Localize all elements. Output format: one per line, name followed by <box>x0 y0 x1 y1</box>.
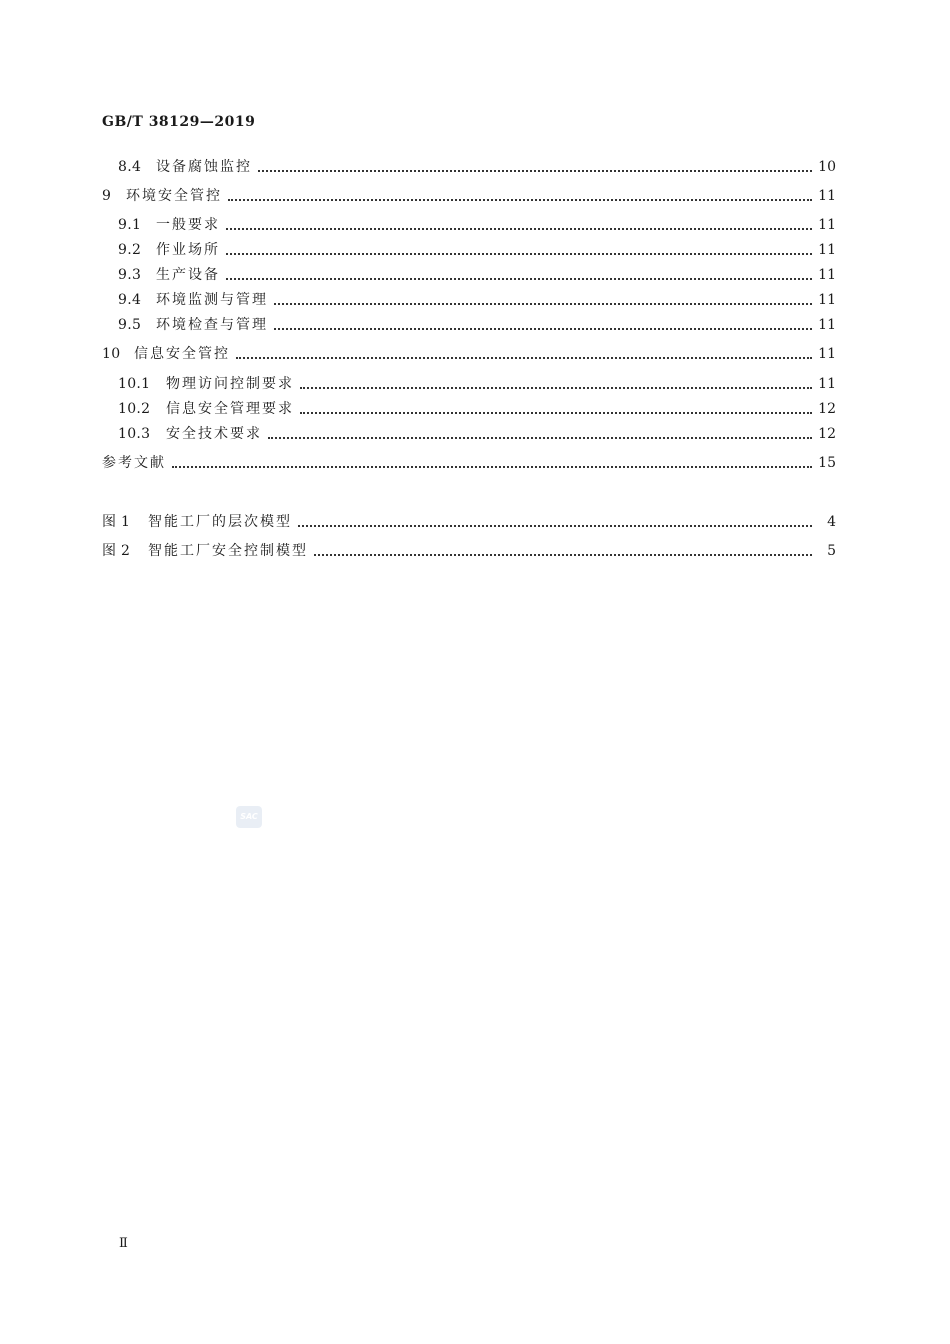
toc-entry-number: 10.3 <box>118 426 151 442</box>
toc-entry-number: 9.5 <box>118 317 142 333</box>
toc-entry-page: 11 <box>818 267 836 283</box>
toc-entry-title: 环境监测与管理 <box>156 292 268 308</box>
figure-entry[interactable] <box>102 512 836 532</box>
toc-entry[interactable] <box>118 157 836 177</box>
toc-entry-title: 生产设备 <box>156 267 220 283</box>
toc-entry-number: 9.2 <box>118 242 142 258</box>
dot-leader <box>226 278 812 280</box>
dot-leader <box>274 328 812 330</box>
toc-entry-number: 10.2 <box>118 401 151 417</box>
toc-entry-page: 11 <box>818 217 836 233</box>
figure-entry-page: 5 <box>827 543 836 559</box>
dot-leader <box>236 357 812 359</box>
toc-entry[interactable] <box>118 240 836 260</box>
dot-leader <box>172 466 812 468</box>
toc-entry-title: 信息安全管控 <box>134 346 230 362</box>
toc-entry-number: 10 <box>102 346 121 362</box>
toc-entry-number: 10.1 <box>118 376 151 392</box>
toc-entry[interactable] <box>118 374 836 394</box>
dot-leader <box>274 303 812 305</box>
toc-entry[interactable] <box>118 215 836 235</box>
figure-entry-number: 图 1 <box>102 514 131 530</box>
document-code-header: GB/T 38129—2019 <box>102 114 256 130</box>
toc-entry-title: 信息安全管理要求 <box>166 401 294 417</box>
toc-entry-title: 安全技术要求 <box>166 426 262 442</box>
toc-entry-page: 10 <box>818 159 836 175</box>
toc-entry[interactable] <box>118 399 836 419</box>
toc-entry-page: 11 <box>818 376 836 392</box>
dot-leader <box>300 412 812 414</box>
figure-entry-title: 智能工厂的层次模型 <box>148 514 292 530</box>
toc-entry-references[interactable] <box>102 453 836 473</box>
toc-entry[interactable] <box>102 344 836 364</box>
dot-leader <box>300 387 812 389</box>
toc-entry-number: 8.4 <box>118 159 142 175</box>
page-number: Ⅱ <box>119 1236 128 1251</box>
dot-leader <box>228 199 812 201</box>
figure-entry-page: 4 <box>827 514 836 530</box>
toc-entry-page: 12 <box>818 401 836 417</box>
toc-entry-number: 9.3 <box>118 267 142 283</box>
toc-entry-title: 一般要求 <box>156 217 220 233</box>
figure-entry-title: 智能工厂安全控制模型 <box>148 543 308 559</box>
toc-entry-title: 环境检查与管理 <box>156 317 268 333</box>
toc-entry-title: 设备腐蚀监控 <box>156 159 252 175</box>
toc-entry[interactable] <box>118 290 836 310</box>
toc-entry-title: 作业场所 <box>156 242 220 258</box>
sac-watermark-logo: SAC <box>236 806 262 828</box>
dot-leader <box>298 525 812 527</box>
toc-entry-page: 11 <box>818 346 836 362</box>
toc-entry-page: 11 <box>818 317 836 333</box>
toc-entry[interactable] <box>118 424 836 444</box>
toc-entry-title: 物理访问控制要求 <box>166 376 294 392</box>
toc-entry-page: 11 <box>818 242 836 258</box>
dot-leader <box>226 228 812 230</box>
toc-entry[interactable] <box>118 265 836 285</box>
toc-entry[interactable] <box>102 186 836 206</box>
dot-leader <box>314 554 812 556</box>
dot-leader <box>258 170 812 172</box>
dot-leader <box>226 253 812 255</box>
toc-entry-number: 9 <box>102 188 112 204</box>
figure-entry[interactable] <box>102 541 836 561</box>
toc-entry-page: 11 <box>818 292 836 308</box>
toc-entry-number: 9.1 <box>118 217 142 233</box>
figure-entry-number: 图 2 <box>102 543 131 559</box>
toc-entry-number: 9.4 <box>118 292 142 308</box>
toc-entry-title: 参考文献 <box>102 455 166 471</box>
toc-entry-page: 15 <box>818 455 836 471</box>
toc-entry-title: 环境安全管控 <box>126 188 222 204</box>
dot-leader <box>268 437 812 439</box>
toc-entry[interactable] <box>118 315 836 335</box>
toc-entry-page: 12 <box>818 426 836 442</box>
toc-entry-page: 11 <box>818 188 836 204</box>
